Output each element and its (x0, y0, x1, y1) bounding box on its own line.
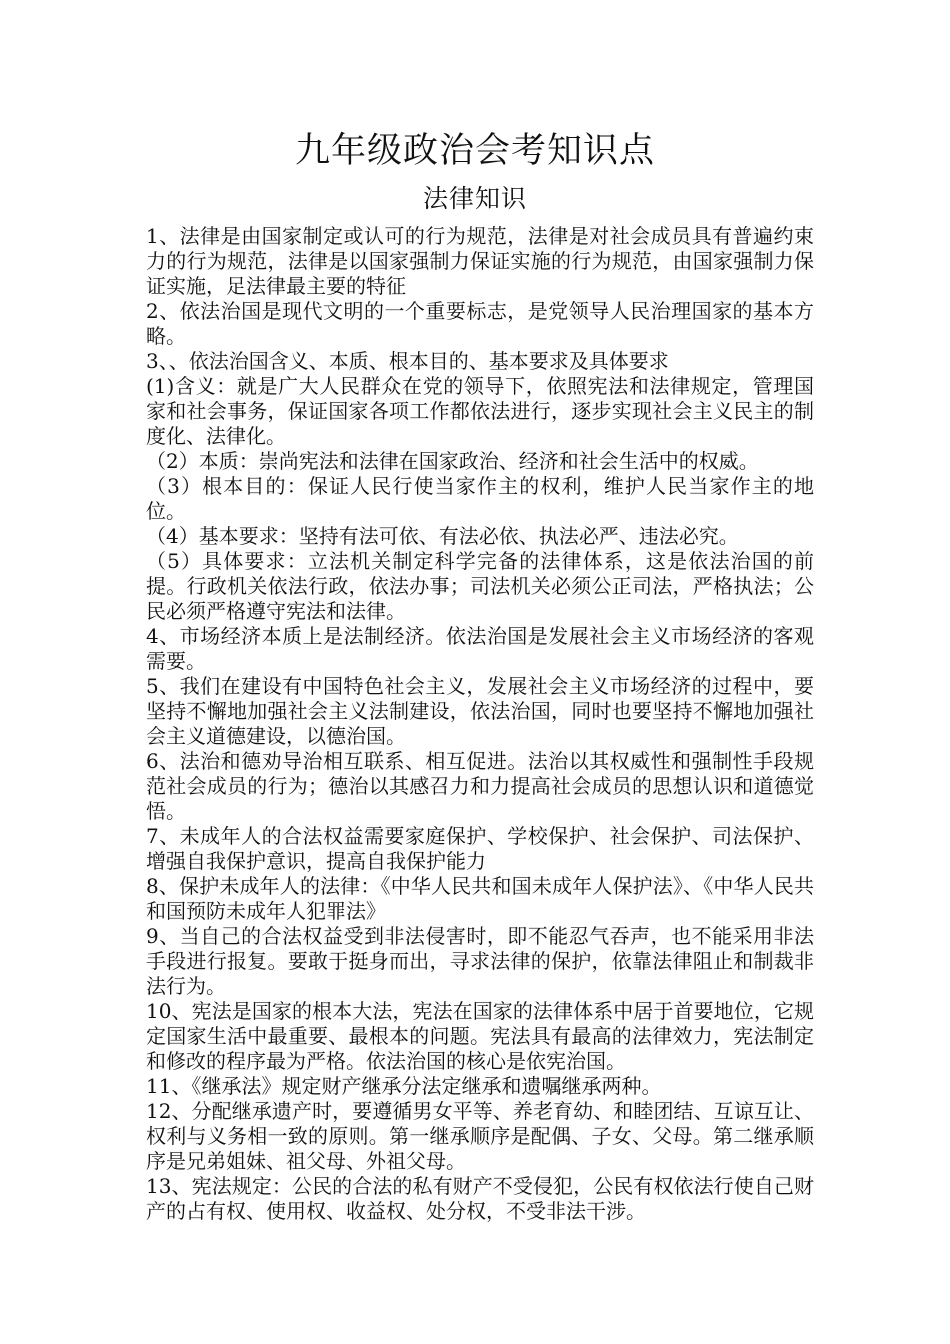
paragraph-8: 8、保护未成年人的法律：《中华人民共和国未成年人保护法》、《中华人民共和国预防未成年人犯罪法》 (146, 874, 814, 923)
paragraph-7: 7、未成年人的合法权益需要家庭保护、学校保护、社会保护、司法保护、增强自我保护意识，提高自我保护能力 (146, 824, 814, 873)
document-title: 九年级政治会考知识点 (294, 131, 655, 171)
paragraph-3-4: （4）基本要求：坚持有法可依、有法必依、执法必严、违法必究。 (146, 524, 739, 548)
paragraph-1: 1、法律是由国家制定或认可的行为规范，法律是对社会成员具有普遍约束力的行为规范，法律是以国家强制力保证实施的行为规范，由国家强制力保证实施，足法律最主要的特征 (146, 224, 814, 298)
paragraph-3-2: （2）本质：崇尚宪法和法律在国家政治、经济和社会生活中的权威。 (146, 449, 759, 473)
paragraph-4: 4、市场经济本质上是法制经济。依法治国是发展社会主义市场经济的客观需要。 (146, 624, 814, 673)
paragraph-11: 11、《继承法》规定财产继承分法定继承和遗嘱继承两种。 (146, 1074, 662, 1098)
paragraph-3: 3、、依法治国含义、本质、根本目的、基本要求及具体要求 (146, 349, 669, 373)
paragraph-12: 12、分配继承遗产时，要遵循男女平等、养老育幼、和睦团结、互谅互让、权利与义务相一致的原则。第一继承顺序是配偶、子女、父母。第二继承顺序是兄弟姐妹、祖父母、外祖父母。 (146, 1099, 814, 1173)
paragraph-3-1: (1)含义：就是广大人民群众在党的领导下，依照宪法和法律规定，管理国家和社会事务，保证国家各项工作都依法进行，逐步实现社会主义民主的制度化、法律化。 (146, 374, 814, 448)
paragraph-10: 10、宪法是国家的根本大法，宪法在国家的法律体系中居于首要地位，它规定国家生活中最重要、最根本的问题。宪法具有最高的法律效力，宪法制定和修改的程序最为严格。依法治国的核心是依宪治国。 (146, 999, 814, 1073)
paragraph-9: 9、当自己的合法权益受到非法侵害时，即不能忍气吞声，也不能采用非法手段进行报复。要敢于挺身而出，寻求法律的保护，依靠法律阻止和制裁非法行为。 (146, 924, 814, 998)
paragraph-3-3: （3）根本目的：保证人民行使当家作主的权利，维护人民当家作主的地位。 (146, 474, 814, 523)
document-body (146, 224, 814, 1224)
paragraph-13: 13、宪法规定：公民的合法的私有财产不受侵犯，公民有权依法行使自己财产的占有权、使用权、收益权、处分权，不受非法干涉。 (146, 1174, 814, 1223)
paragraph-5: 5、我们在建设有中国特色社会主义，发展社会主义市场经济的过程中，要坚持不懈地加强社会主义法制建设，依法治国，同时也要坚持不懈地加强社会主义道德建设，以德治国。 (146, 674, 814, 748)
paragraph-3-5: （5）具体要求：立法机关制定科学完备的法律体系，这是依法治国的前提。行政机关依法行政，依法办事；司法机关必须公正司法，严格执法；公民必须严格遵守宪法和法律。 (146, 549, 814, 623)
paragraph-2: 2、依法治国是现代文明的一个重要标志，是党领导人民治理国家的基本方略。 (146, 299, 814, 348)
paragraph-6: 6、法治和德劝导治相互联系、相互促进。法治以其权威性和强制性手段规范社会成员的行为；德治以其感召力和力提高社会成员的思想认识和道德觉悟。 (146, 749, 814, 823)
section-heading: 法律知识 (422, 184, 527, 213)
